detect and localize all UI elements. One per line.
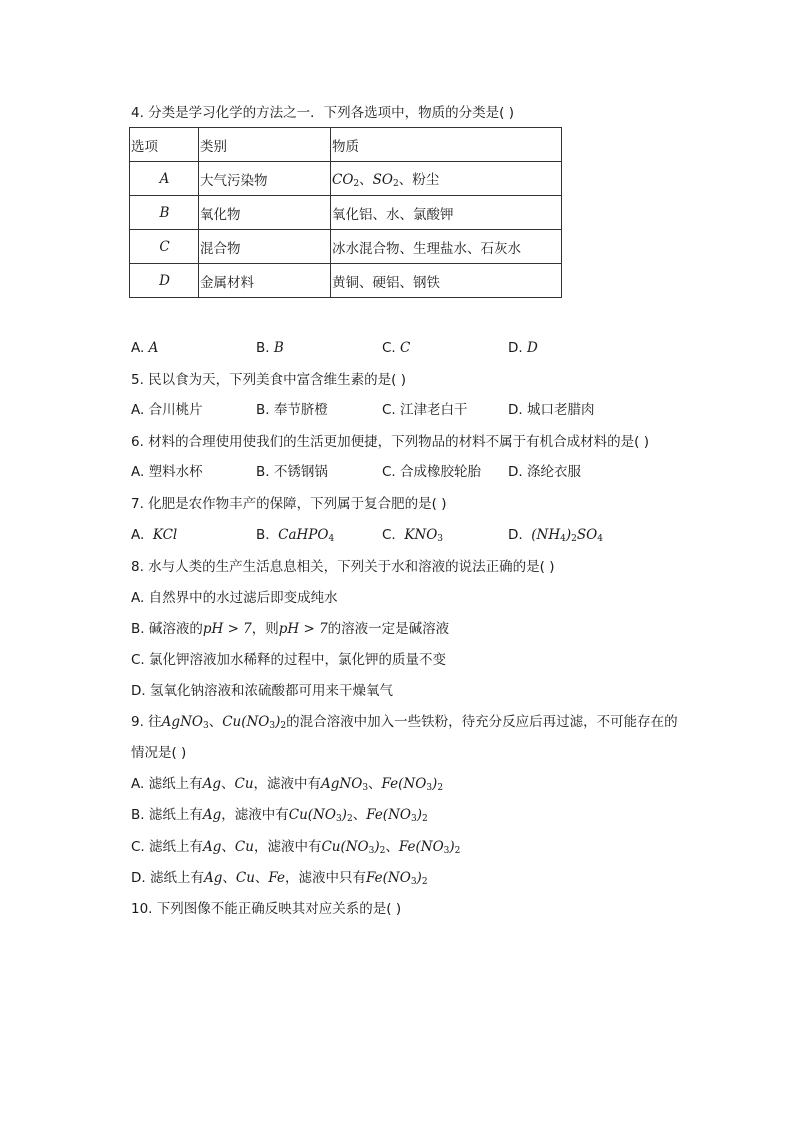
option-d[interactable]: D. 城口老腊肉 — [508, 402, 595, 418]
option-b[interactable]: B. 碱溶液的pH > 7，则pH > 7的溶液一定是碱溶液 — [131, 621, 450, 637]
question-6-stem: 6. 材料的合理使用使我们的生活更加便捷，下列物品的材料不属于有机合成材料的是( ) — [131, 434, 649, 450]
header-option: 选项 — [130, 128, 199, 162]
question-8-stem: 8. 水与人类的生产生活息息相关，下列关于水和溶液的说法正确的是( ) — [131, 559, 555, 575]
classification-table — [129, 127, 562, 298]
table-row — [130, 162, 562, 196]
option-c[interactable]: C. $KNO_3$ — [382, 527, 444, 544]
table-header-row — [130, 128, 562, 162]
option-a[interactable]: A. 合川桃片 — [131, 402, 203, 418]
question-7-stem: 7. 化肥是农作物丰产的保障，下列属于复合肥的是( ) — [131, 496, 447, 512]
option-d[interactable]: D. 滤纸上有Ag、Cu、Fe，滤液中只有$Fe(NO_3)_2$ — [131, 870, 428, 887]
question-4-stem: 4. 分类是学习化学的方法之一．下列各选项中，物质的分类是( ) — [131, 105, 514, 121]
row-substance: 黄铜、硬铝、钢铁 — [331, 264, 562, 298]
question-9-stem: 9. 往AgNO$_3$、$Cu(NO_3)_2$的混合溶液中加入一些铁粉，待充分反应后再过滤，不可能存在的 — [131, 714, 678, 731]
question-5-stem: 5. 民以食为天，下列美食中富含维生素的是( ) — [131, 372, 406, 388]
option-d[interactable]: D. 涤纶衣服 — [508, 464, 581, 480]
table-row — [130, 264, 562, 298]
row-category: 金属材料 — [199, 264, 331, 298]
option-c[interactable]: C. 氯化钾溶液加水稀释的过程中，氯化钾的质量不变 — [131, 652, 447, 668]
option-a[interactable]: A. KCl — [131, 527, 178, 543]
row-option: C — [130, 230, 199, 264]
table-row — [130, 196, 562, 230]
row-substance: 氧化铝、水、氯酸钾 — [331, 196, 562, 230]
question-9-stem-cont: 情况是( ) — [131, 745, 187, 761]
option-a[interactable]: A. A — [131, 340, 159, 356]
header-category: 类别 — [199, 128, 331, 162]
row-option: A — [130, 162, 199, 196]
row-category: 混合物 — [199, 230, 331, 264]
row-category: 氧化物 — [199, 196, 331, 230]
option-a[interactable]: A. 滤纸上有Ag、Cu，滤液中有AgNO$_3$、$Fe(NO_3)_2$ — [131, 776, 444, 793]
option-d[interactable]: D. $(NH_4)_2SO_4$ — [508, 527, 603, 544]
row-option: D — [130, 264, 199, 298]
row-substance: $CO_2$、$SO_2$、粉尘 — [331, 162, 562, 196]
option-a[interactable]: A. 塑料水杯 — [131, 464, 203, 480]
header-substance: 物质 — [331, 128, 562, 162]
row-substance: 冰水混合物、生理盐水、石灰水 — [331, 230, 562, 264]
option-c[interactable]: C. 滤纸上有Ag、Cu，滤液中有$Cu(NO_3)_2$、$Fe(NO_3)_2$ — [131, 839, 461, 856]
option-c[interactable]: C. 合成橡胶轮胎 — [382, 464, 482, 480]
option-a[interactable]: A. 自然界中的水过滤后即变成纯水 — [131, 590, 338, 606]
option-b[interactable]: B. 滤纸上有Ag，滤液中有$Cu(NO_3)_2$、$Fe(NO_3)_2$ — [131, 807, 428, 824]
option-c[interactable]: C. 江津老白干 — [382, 402, 468, 418]
row-option: B — [130, 196, 199, 230]
question-10-stem: 10. 下列图像不能正确反映其对应关系的是( ) — [131, 901, 402, 917]
option-d[interactable]: D. 氢氧化钠溶液和浓硫酸都可用来干燥氧气 — [131, 683, 393, 699]
row-category: 大气污染物 — [199, 162, 331, 196]
option-b[interactable]: B. 不锈钢锅 — [256, 464, 328, 480]
option-d[interactable]: D. D — [508, 340, 538, 356]
option-c[interactable]: C. C — [382, 340, 411, 356]
option-b[interactable]: B. B — [256, 340, 284, 356]
table-row — [130, 230, 562, 264]
option-b[interactable]: B. CaHPO$_4$ — [256, 527, 335, 544]
option-b[interactable]: B. 奉节脐橙 — [256, 402, 328, 418]
